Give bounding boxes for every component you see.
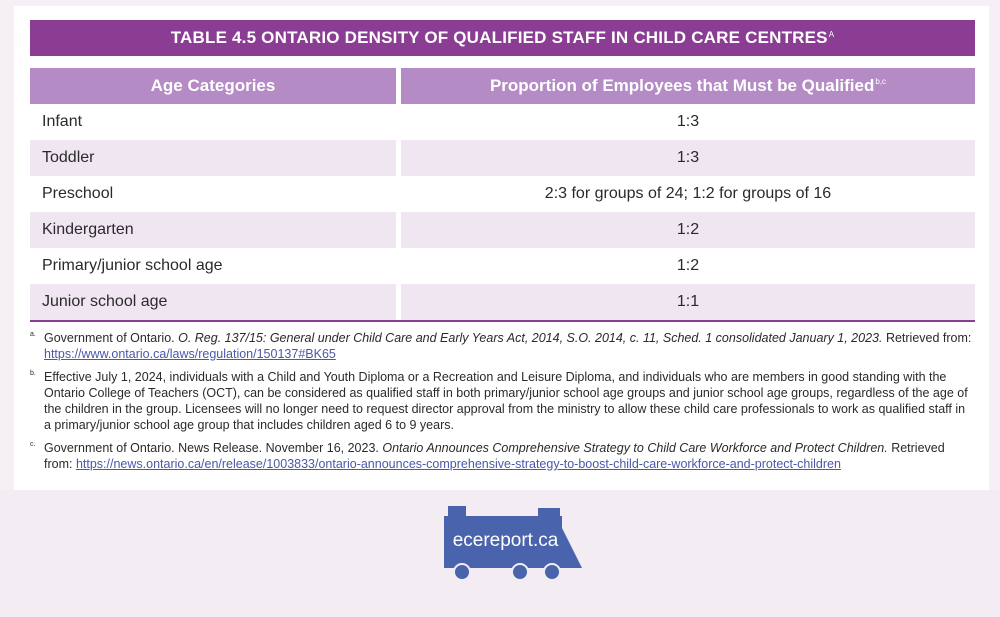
- table-row: [30, 104, 975, 140]
- table-title-text: TABLE 4.5 ONTARIO DENSITY OF QUALIFIED STAFF IN CHILD CARE CENTRES: [170, 28, 828, 47]
- table-bottom-rule: [30, 320, 975, 322]
- footnote-text: [44, 440, 975, 472]
- age-cell: Toddler: [30, 140, 396, 176]
- ecereport-logo[interactable]: [440, 506, 590, 584]
- header-proportion-label: Proportion of Employees that Must be Qualified: [489, 76, 875, 95]
- footnotes: [30, 330, 975, 479]
- header-footnote-marker: b,c: [875, 76, 887, 86]
- footnote-suffix: Retrieved from:: [882, 331, 972, 345]
- table-row: [30, 284, 975, 320]
- footnote-citation: O. Reg. 137/15: General under Child Care and Early Years Act, 2014, S.O. 2014, c. 11, Sched. 1 consolidated January 1, 2023.: [178, 331, 883, 345]
- proportion-cell: 1:2: [676, 257, 700, 274]
- table-row: [30, 140, 975, 176]
- age-cell: Preschool: [42, 185, 114, 202]
- footnote-b: [30, 369, 975, 433]
- logo-text: ecereport.ca: [452, 530, 559, 551]
- footnote-marker: a.: [30, 331, 36, 338]
- footnote-citation: Ontario Announces Comprehensive Strategy to Child Care Workforce and Protect Children.: [382, 441, 888, 455]
- table-row: [30, 212, 975, 248]
- footnote-prefix: Government of Ontario. News Release. November 16, 2023.: [44, 441, 383, 455]
- footnote-prefix: Government of Ontario.: [44, 331, 179, 345]
- footnote-text: Effective July 1, 2024, individuals with a Child and Youth Diploma or a Recreation and Leisure Diploma, and individuals who are members in good standing with the Ontario College of Teachers (OCT), can be considered as qualified staff in both primary/junior school age groups and junior school age groups, regardless of the age of the children in the group. Licensees will no longer need to request director approval from the ministry to allow these child care professionals to work as qualified staff in a primary/junior school age group that includes children aged 6 to 9 years.: [44, 370, 968, 432]
- header-age-categories: [30, 68, 396, 104]
- footnote-link[interactable]: https://news.ontario.ca/en/release/1003833/ontario-announces-comprehensive-strategy-to-boost-child-care-workforce-and-protect-children: [75, 457, 841, 471]
- header-proportion: [401, 68, 975, 104]
- age-cell: Kindergarten: [30, 212, 396, 248]
- footnote-link[interactable]: https://www.ontario.ca/laws/regulation/150137#BK65: [44, 347, 336, 361]
- footnote-c: [30, 440, 975, 472]
- footnote-suffix: Retrieved from:: [44, 441, 945, 471]
- footnote-a: [30, 330, 975, 362]
- proportion-cell: 1:3: [676, 113, 700, 130]
- footnote-marker: c.: [30, 441, 36, 448]
- proportion-cell: 1:2: [401, 212, 975, 248]
- age-cell: Primary/junior school age: [42, 257, 223, 274]
- proportion-cell: 1:1: [401, 284, 975, 320]
- proportion-cell: 2:3 for groups of 24; 1:2 for groups of 16: [544, 185, 832, 202]
- header-age-categories-label: Age Categories: [150, 76, 276, 95]
- table-header-row: [30, 68, 975, 104]
- footnote-text: [44, 330, 975, 362]
- table-row: [30, 176, 975, 212]
- proportion-cell: 1:3: [401, 140, 975, 176]
- age-cell: Infant: [42, 113, 83, 130]
- table-row: [30, 248, 975, 284]
- age-cell: Junior school age: [30, 284, 396, 320]
- density-table: [30, 68, 975, 320]
- footnote-marker: b.: [30, 370, 36, 377]
- title-footnote-marker: A: [828, 29, 835, 39]
- table-title: [30, 20, 975, 56]
